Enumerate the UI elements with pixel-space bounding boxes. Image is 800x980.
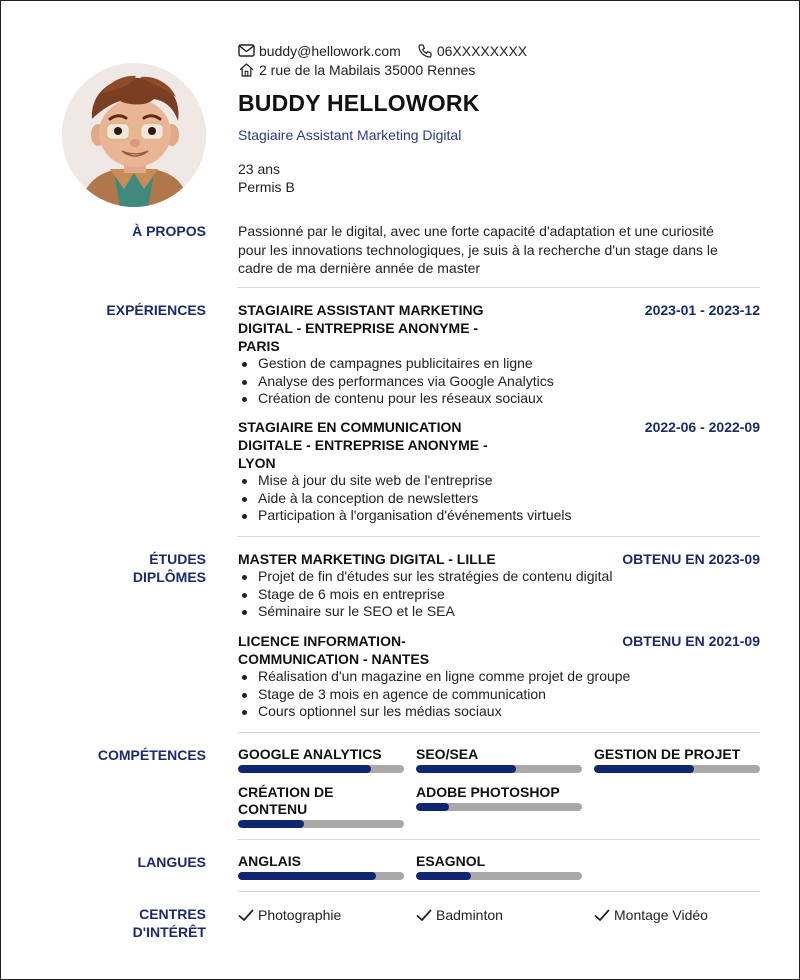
- section-label-skills: COMPÉTENCES: [97, 747, 206, 763]
- section-label-languages: LANGUES: [137, 854, 206, 870]
- skill-item: [238, 746, 404, 773]
- skill-level-bar: [238, 820, 404, 828]
- list-item: Participation à l'organisation d'événements virtuels: [238, 507, 760, 525]
- skill-name: GOOGLE ANALYTICS: [238, 746, 382, 762]
- section-label-interests: [21, 905, 206, 941]
- phone-icon: [417, 43, 433, 59]
- list-item: Mise à jour du site web de l'entreprise: [238, 472, 760, 490]
- contact-line-2: [238, 60, 768, 79]
- skill-level-bar: [416, 803, 582, 811]
- education-dates: OBTENU EN 2021-09: [622, 633, 760, 649]
- divider: [238, 536, 760, 537]
- language-level-bar: [238, 872, 404, 880]
- experience-title: STAGIAIRE ASSISTANT MARKETING DIGITAL - ENTREPRISE ANONYME - PARIS: [238, 302, 484, 354]
- skill-level-fill: [238, 820, 304, 828]
- skill-level-bar: [238, 765, 404, 773]
- section-label-experiences: EXPÉRIENCES: [106, 302, 206, 318]
- list-item: Réalisation d'un magazine en ligne comme projet de groupe: [238, 668, 760, 686]
- section-label-line: D'INTÉRÊT: [132, 924, 206, 940]
- list-item: Création de contenu pour les réseaux sociaux: [238, 390, 760, 408]
- language-level-fill: [416, 872, 471, 880]
- skill-item: [416, 784, 582, 811]
- education-entry: [238, 550, 760, 621]
- contact-line-1: [238, 41, 768, 60]
- experience-dates: 2022-06 - 2022-09: [644, 419, 760, 435]
- section-label-about: À PROPOS: [132, 223, 206, 239]
- skill-level-bar: [594, 765, 760, 773]
- skill-level-fill: [594, 765, 694, 773]
- experience-entry: [238, 301, 760, 408]
- interest-label: Badminton: [436, 907, 503, 923]
- list-item: Stage de 3 mois en agence de communication: [238, 686, 760, 704]
- experience-bullets: [238, 472, 760, 525]
- section-label-education: [21, 550, 206, 586]
- about-line: pour les innovations technologiques, je suis à la recherche d'un stage dans le: [238, 241, 718, 258]
- interest-item: [594, 907, 708, 923]
- email-text: buddy@hellowork.com: [259, 42, 401, 59]
- about-line: Passionné par le digital, avec une forte capacité d'adaptation et une curiosité: [238, 223, 714, 239]
- experience-entry: [238, 418, 760, 525]
- divider: [238, 891, 760, 892]
- about-line: cadre de ma dernière année de master: [238, 260, 481, 276]
- education-dates: OBTENU EN 2023-09: [622, 551, 760, 567]
- contact-address: [238, 62, 475, 78]
- experience-bullets: [238, 355, 760, 408]
- list-item: Stage de 6 mois en entreprise: [238, 586, 760, 604]
- list-item: Analyse des performances via Google Analytics: [238, 373, 760, 391]
- education-title: LICENCE INFORMATION-COMMUNICATION - NANTES: [238, 633, 430, 667]
- contact-phone[interactable]: [417, 43, 527, 59]
- check-icon: [594, 909, 610, 922]
- experience-title: STAGIAIRE EN COMMUNICATION DIGITALE - ENTREPRISE ANONYME - LYON: [238, 419, 488, 471]
- job-title: Stagiaire Assistant Marketing Digital: [238, 127, 462, 143]
- divider: [238, 839, 760, 840]
- about-text: [238, 222, 760, 278]
- skill-level-fill: [416, 765, 516, 773]
- language-name: ANGLAIS: [238, 853, 301, 869]
- education-bullets: [238, 668, 760, 721]
- interest-label: Montage Vidéo: [614, 907, 708, 923]
- personal-info: [238, 160, 768, 196]
- language-name: ESAGNOL: [416, 853, 486, 869]
- divider: [238, 287, 760, 288]
- driving-license: Permis B: [238, 179, 295, 195]
- education-entry: [238, 632, 760, 721]
- list-item: Gestion de campagnes publicitaires en ligne: [238, 355, 760, 373]
- interest-label: Photographie: [258, 907, 342, 923]
- divider: [238, 732, 760, 733]
- list-item: Aide à la conception de newsletters: [238, 490, 760, 508]
- skill-level-bar: [416, 765, 582, 773]
- skill-name: SEO/SEA: [416, 746, 479, 762]
- skill-level-fill: [238, 765, 371, 773]
- list-item: Projet de fin d'études sur les stratégies de contenu digital: [238, 568, 760, 586]
- header: [238, 41, 768, 196]
- skill-name: GESTION DE PROJET: [594, 746, 741, 762]
- language-level-fill: [238, 872, 376, 880]
- check-icon: [238, 909, 254, 922]
- avatar-illustration: [62, 63, 206, 207]
- envelope-icon: [238, 44, 255, 57]
- phone-text: 06XXXXXXXX: [436, 42, 528, 59]
- skill-name: ADOBE PHOTOSHOP: [416, 784, 560, 800]
- skill-item: [416, 746, 582, 773]
- education-bullets: [238, 568, 760, 621]
- skill-item: [594, 746, 760, 773]
- section-label-line: CENTRES: [139, 906, 206, 922]
- section-label-line: ÉTUDES: [149, 551, 206, 567]
- language-level-bar: [416, 872, 582, 880]
- interest-item: [238, 907, 341, 923]
- check-icon: [416, 909, 432, 922]
- contact-email[interactable]: [238, 43, 401, 59]
- skill-name: CRÉATION DE CONTENU: [238, 784, 334, 817]
- list-item: Séminaire sur le SEO et le SEA: [238, 603, 760, 621]
- language-item: [416, 853, 582, 880]
- experience-dates: 2023-01 - 2023-12: [644, 302, 760, 318]
- skill-level-fill: [416, 803, 449, 811]
- list-item: Cours optionnel sur les médias sociaux: [238, 703, 760, 721]
- full-name: BUDDY HELLOWORK: [238, 90, 480, 116]
- education-title: MASTER MARKETING DIGITAL - LILLE: [238, 551, 496, 567]
- age: 23 ans: [238, 161, 281, 177]
- interest-item: [416, 907, 503, 923]
- address-text: 2 rue de la Mabilais 35000 Rennes: [259, 61, 476, 78]
- section-label-line: DIPLÔMES: [132, 569, 206, 585]
- home-icon: [238, 62, 255, 78]
- language-item: [238, 853, 404, 880]
- avatar: [62, 63, 206, 207]
- skill-item: [238, 784, 404, 828]
